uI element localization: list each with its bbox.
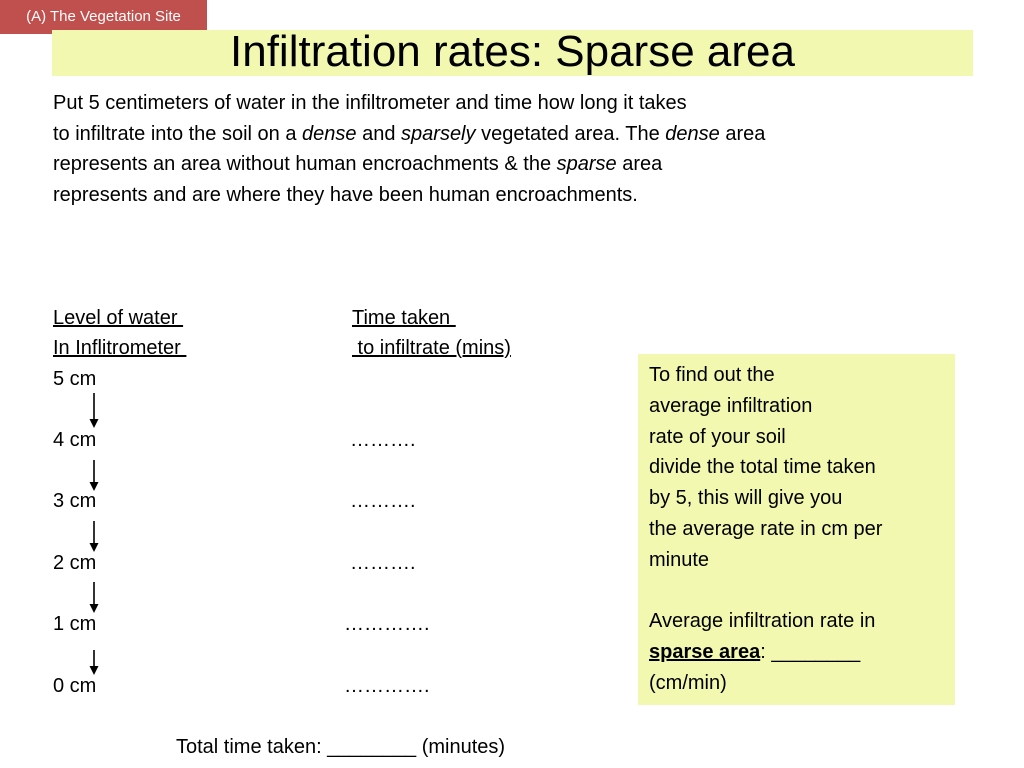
time-blank-1cm: …………. [344,613,430,635]
info-line: rate of your soil [649,425,786,448]
info-line: by 5, this will give you [649,487,843,510]
down-arrow-icon [88,640,100,676]
time-header-line-2: to infiltrate (mins) [352,337,511,359]
info-line: divide the total time taken [649,456,876,479]
info-spacer [649,576,882,607]
info-line: To find out the [649,364,775,386]
time-blank-3cm: ………. [350,490,416,512]
level-row-0cm: 0 cm [53,675,97,697]
total-time-field: Total time taken: ________ (minutes) [176,736,506,758]
info-box [638,354,955,705]
section-tag: (A) The Vegetation Site [0,0,207,34]
info-line: (cm/min) [649,671,727,694]
info-line: Average infiltration rate in [649,610,876,633]
instructions-line-4: represents and are where they have been human encroachments. [53,183,638,206]
average-rate-field [649,637,882,668]
time-blank-2cm: ………. [350,552,416,574]
level-header-line-1: Level of water [53,307,184,329]
time-header-line-1: Time taken [352,307,456,329]
average-rate-blank: : ________ [760,641,861,664]
level-row-3cm: 3 cm [53,490,97,512]
instructions-paragraph [53,88,913,210]
level-row-4cm: 4 cm [53,429,97,451]
down-arrow-icon [88,517,100,553]
info-line: average infiltration [649,394,813,417]
sparse-area-label: sparse area [649,641,761,664]
time-blank-4cm: ………. [350,429,416,451]
info-line: minute [649,548,710,571]
instructions-line-2: to infiltrate into the soil on a dense and sparsely vegetated area. The dense area [53,122,766,145]
down-arrow-icon [88,393,100,429]
level-row-5cm: 5 cm [53,368,97,390]
down-arrow-icon [88,578,100,614]
instructions-line-1: Put 5 centimeters of water in the infiltrometer and time how long it takes [53,92,687,114]
level-header-line-2: In Inflitrometer [53,337,187,359]
level-row-2cm: 2 cm [53,552,97,574]
page-title: Infiltration rates: Sparse area [230,27,795,76]
title-banner [52,27,973,76]
info-line: the average rate in cm per [649,517,883,540]
instructions-line-3: represents an area without human encroachments & the sparse area [53,153,663,175]
level-row-1cm: 1 cm [53,613,97,635]
down-arrow-icon [88,456,100,492]
time-blank-0cm: …………. [344,675,430,697]
